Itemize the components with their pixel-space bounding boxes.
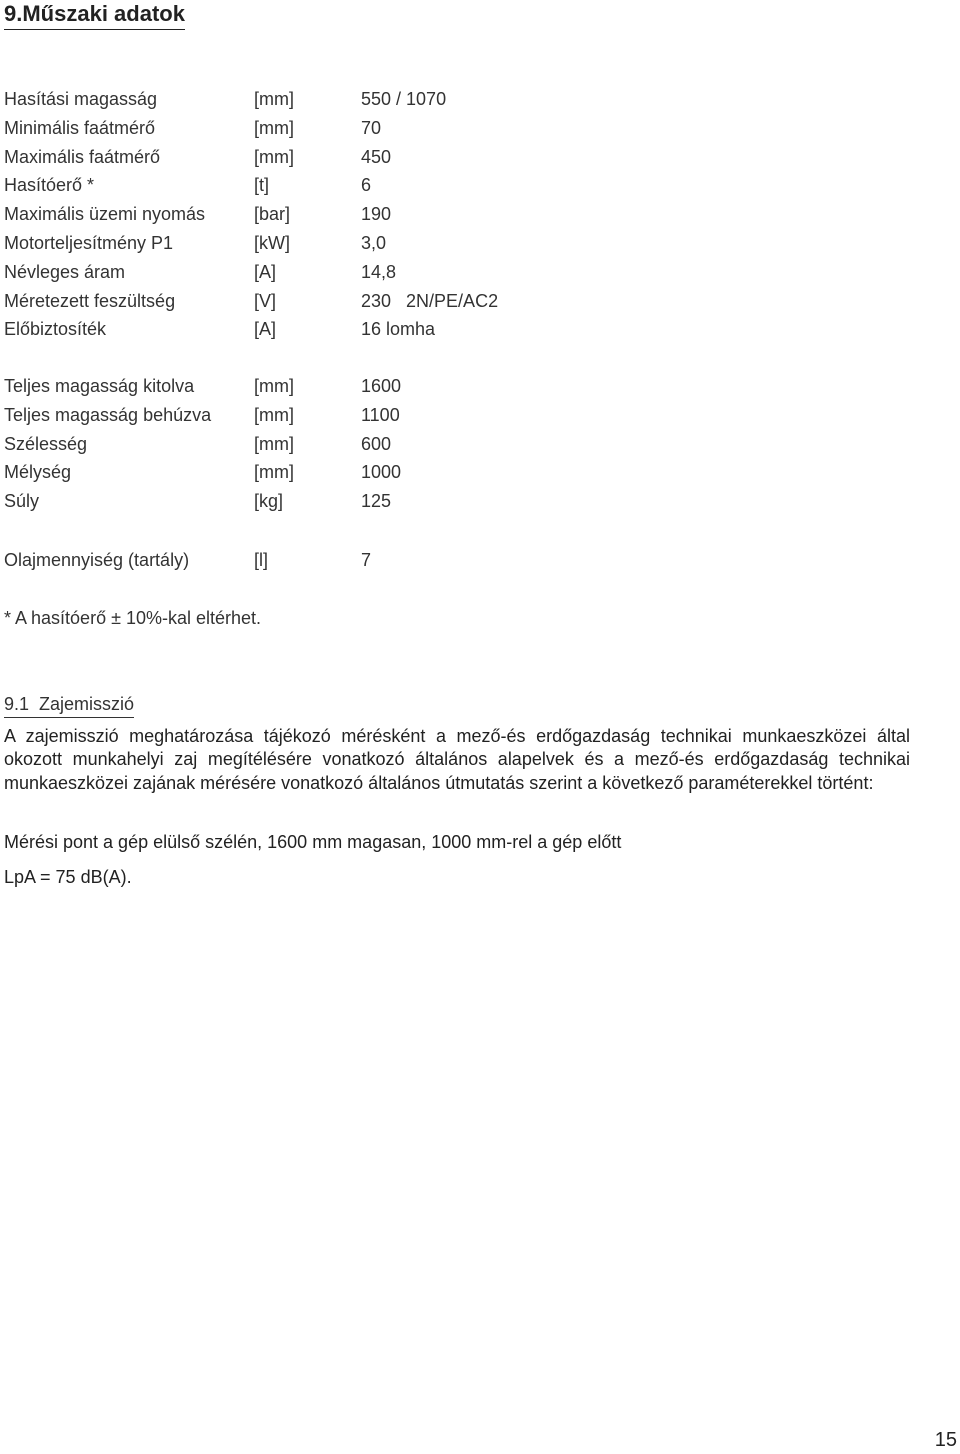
spec-value: 230 2N/PE/AC2 <box>361 290 499 311</box>
spec-group-technical <box>4 85 604 344</box>
footnote: * A hasítóerő ± 10%-kal eltérhet. <box>4 608 262 628</box>
spec-unit: [mm] <box>254 89 294 109</box>
spec-unit: [l] <box>254 550 269 570</box>
spec-label: Maximális üzemi nyomás <box>4 204 206 225</box>
spec-value: 1000 <box>361 462 402 483</box>
spec-value: 16 lomha <box>361 319 436 340</box>
spec-row <box>4 315 604 344</box>
spec-label: Méretezett feszültség <box>4 290 176 311</box>
spec-value: 1100 <box>361 404 400 425</box>
spec-value: 7 <box>361 550 372 570</box>
spec-value: 450 <box>361 146 392 167</box>
spec-group-oil <box>4 546 604 575</box>
noise-level-value: LpA = 75 dB(A). <box>4 867 132 887</box>
spec-label: Súly <box>4 491 40 512</box>
spec-value: 600 <box>361 433 392 454</box>
spec-value: 550 / 1070 <box>361 89 447 109</box>
spec-value: 14,8 <box>361 261 397 282</box>
spec-row <box>4 258 604 287</box>
spec-label: Hasítóerő * <box>4 175 95 196</box>
spec-label: Hasítási magasság <box>4 89 158 109</box>
spec-group-dimensions <box>4 372 604 516</box>
spec-value: 3,0 <box>361 232 387 253</box>
spec-label: Teljes magasság kitolva <box>4 376 195 396</box>
noise-emission-paragraph: A zajemisszió meghatározása tájékozó mérésként a mező-és erdőgazdaság technikai munkaeszközei által okozott munkahelyi zaj megítélésére vonatkozó általános alapelvek és a mező-és erdőgazdaság technikai munkaeszközei zajának mérésére vonatkozó általános útmutatás szerint a következő paraméterekkel történt: <box>4 726 910 793</box>
spec-label: Előbiztosíték <box>4 319 107 340</box>
spec-row <box>4 401 604 430</box>
spec-unit: [mm] <box>254 146 294 167</box>
spec-value: 1600 <box>361 376 402 396</box>
spec-value: 70 <box>361 117 382 138</box>
page-title: 9.Műszaki adatok <box>4 0 185 30</box>
spec-row <box>4 200 604 229</box>
spec-row <box>4 287 604 316</box>
spec-value: 190 <box>361 204 392 225</box>
spec-value: 125 <box>361 491 392 512</box>
spec-row <box>4 114 604 143</box>
spec-label: Olajmennyiség (tartály) <box>4 550 190 570</box>
page-number: 15 <box>934 1429 957 1451</box>
spec-unit: [bar] <box>254 204 291 225</box>
spec-unit: [mm] <box>254 376 294 396</box>
spec-row <box>4 85 604 114</box>
spec-row <box>4 487 604 516</box>
spec-unit: [A] <box>254 319 277 340</box>
spec-row <box>4 458 604 487</box>
measurement-point-text: Mérési pont a gép elülső szélén, 1600 mm magasan, 1000 mm-rel a gép előtt <box>4 832 622 852</box>
spec-row <box>4 430 604 459</box>
spec-label: Szélesség <box>4 433 88 454</box>
spec-unit: [A] <box>254 261 277 282</box>
spec-unit: [mm] <box>254 117 294 138</box>
spec-unit: [mm] <box>254 433 294 454</box>
spec-row <box>4 229 604 258</box>
spec-label: Maximális faátmérő <box>4 146 161 167</box>
spec-label: Motorteljesítmény P1 <box>4 232 174 253</box>
spec-row <box>4 171 604 200</box>
spec-unit: [V] <box>254 290 277 311</box>
spec-unit: [mm] <box>254 404 294 425</box>
spec-value: 6 <box>361 175 372 196</box>
spec-unit: [mm] <box>254 462 294 483</box>
spec-label: Teljes magasság behúzva <box>4 404 212 425</box>
spec-label: Névleges áram <box>4 261 126 282</box>
spec-unit: [kW] <box>254 232 290 253</box>
spec-unit: [kg] <box>254 491 284 512</box>
spec-unit: [t] <box>254 175 270 196</box>
spec-label: Minimális faátmérő <box>4 117 156 138</box>
section-heading: 9.1 Zajemisszió <box>4 691 134 718</box>
spec-row <box>4 143 604 172</box>
spec-label: Mélység <box>4 462 72 483</box>
spec-row <box>4 372 604 401</box>
spec-row <box>4 546 604 575</box>
